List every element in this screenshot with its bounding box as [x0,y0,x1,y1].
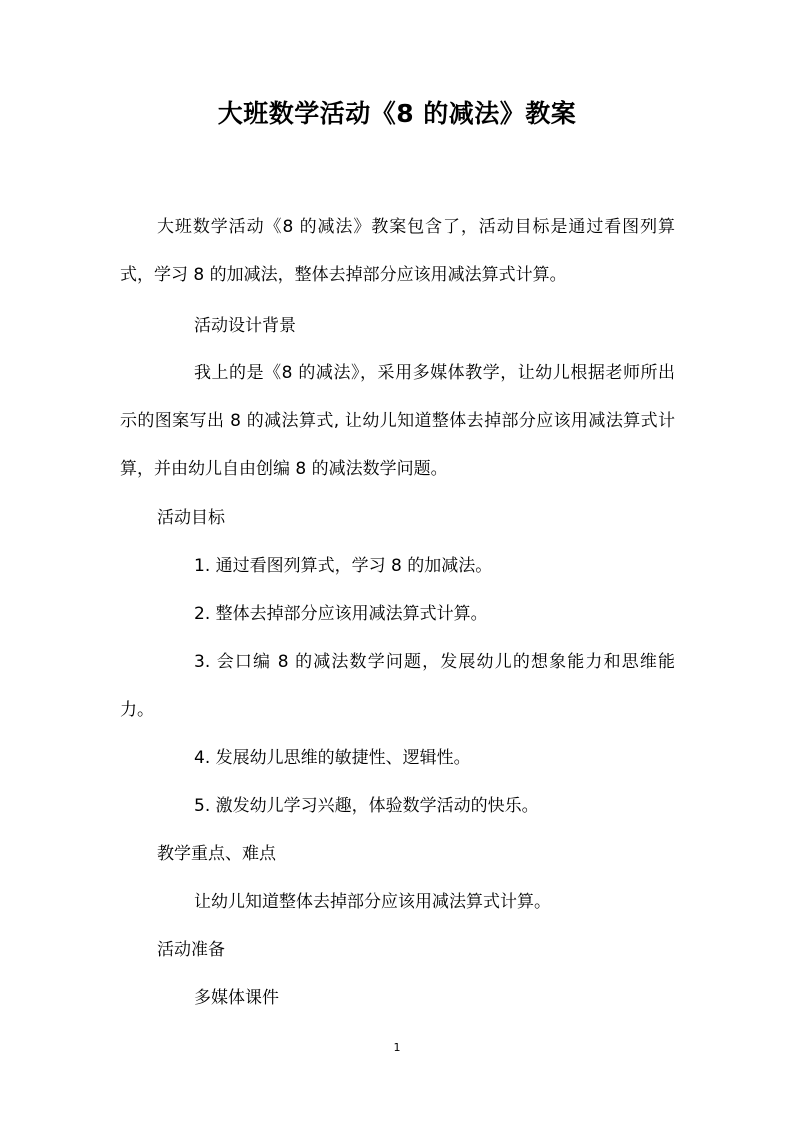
document-title: 大班数学活动《8 的减法》教案 [217,99,577,128]
page-number: 1 [393,1041,401,1054]
goal-item-2: 2. 整体去掉部分应该用减法算式计算。 [194,604,488,624]
goal-item-5: 5. 激发幼儿学习兴趣，体验数学活动的快乐。 [194,796,539,816]
background-paragraph: 我上的是《8 的减法》，采用多媒体教学，让幼儿根据老师所出示的图案写出 8 的减法算式, 让幼儿知道整体去掉部分应该用减法算式计算，并由幼儿自由创编 8 的减法数学问题。 [120,363,675,479]
key-points-heading: 教学重点、难点 [157,844,276,864]
background-heading: 活动设计背景 [194,316,296,336]
goal-item-3: 3. 会口编 8 的减法数学问题，发展幼儿的想象能力和思维能力。 [120,652,675,720]
key-points-paragraph: 让幼儿知道整体去掉部分应该用减法算式计算。 [194,892,551,912]
intro-paragraph: 大班数学活动《8 的减法》教案包含了，活动目标是通过看图列算式，学习 8 的加减法，整体去掉部分应该用减法算式计算。 [120,217,675,285]
preparation-heading: 活动准备 [157,940,225,960]
goal-item-1: 1. 通过看图列算式，学习 8 的加减法。 [194,556,493,576]
goal-item-4: 4. 发展幼儿思维的敏捷性、逻辑性。 [194,748,471,768]
preparation-paragraph: 多媒体课件 [194,988,279,1008]
goals-heading: 活动目标 [157,508,225,528]
